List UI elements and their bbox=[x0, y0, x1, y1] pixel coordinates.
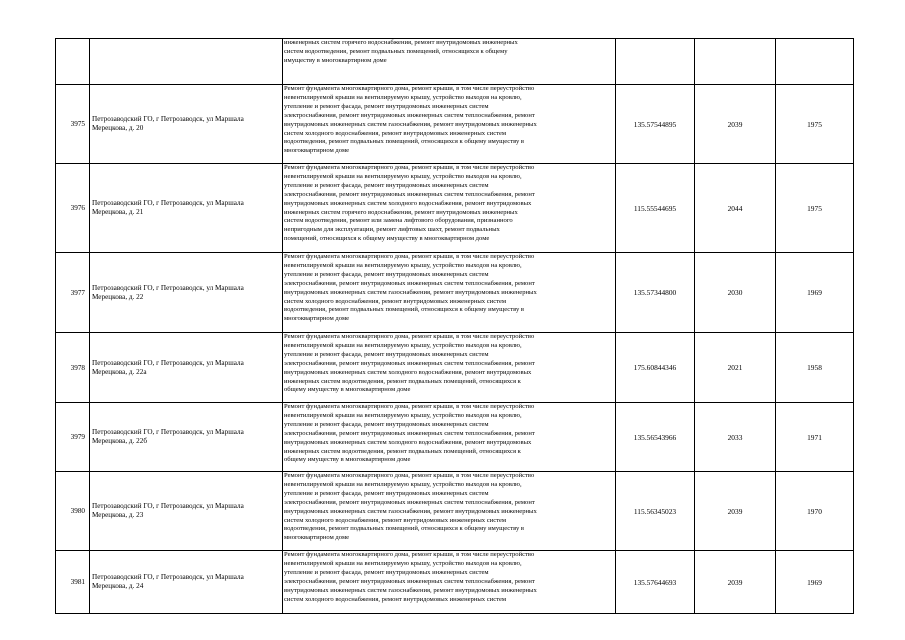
address-text: Петрозаводский ГО, г Петрозаводск, ул Маршала Мерецкова, д. 22 bbox=[92, 283, 244, 301]
address-text: Петрозаводский ГО, г Петрозаводск, ул Маршала Мерецкова, д. 21 bbox=[92, 199, 244, 216]
works-text: Ремонт фундамента многоквартирного дома, ремонт крыши, в том числе переустройство невентилируемой крыши на вентилируемую крышу, устройство выходов на кровлю, утепление и ремонт фасада, ремонт внутридомовых инженерных систем электроснабжения, ремонт внутридомовых инженерных систем теплоснабжения, ремонт внутридомовых инженерных систем холодного водоснабжения, ремонт внутридомовых инженерных систем горячего водоснабжения, ремонт внутридомовых инженерных систем водоотведения, ремонт или замена лифтового оборудования, признанного непригодным для эксплуатации, ремонт лифтовых шахт, ремонт подвальных помещений, относящихся к общему имуществу в многоквартирном доме bbox=[284, 164, 535, 243]
address-text: Петрозаводский ГО, г Петрозаводск, ул Маршала Мерецкова, д. 23 bbox=[92, 502, 244, 519]
works-cell bbox=[283, 39, 616, 85]
works-text: Ремонт фундамента многоквартирного дома, ремонт крыши, в том числе переустройство невентилируемой крыши на вентилируемую крышу, устройство выходов на кровлю, утепление и ремонт фасада, ремонт внутридомовых инженерных систем электроснабжения, ремонт внутридомовых инженерных систем теплоснабжения, ремонт внутридомовых инженерных систем газоснабжения, ремонт внутридомовых инженерных систем холодного водоснабжения, ремонт внутридомовых инженерных систем водоотведения, ремонт подвальных помещений, относящихся к общему имуществу в многоквартирном доме bbox=[284, 85, 537, 155]
area-cell: 135.57644693 bbox=[616, 551, 695, 614]
works-cell bbox=[283, 253, 616, 333]
table-row bbox=[56, 551, 854, 614]
row-number: 3975 bbox=[56, 85, 90, 164]
address-text: Петрозаводский ГО, г Петрозаводск, ул Маршала Мерецкова, д. 20 bbox=[92, 115, 244, 132]
table-row bbox=[56, 85, 854, 164]
table-row bbox=[56, 333, 854, 403]
planned-year-cell: 2039 bbox=[695, 472, 776, 551]
built-year-cell: 1958 bbox=[776, 333, 854, 403]
row-number: 3980 bbox=[56, 472, 90, 551]
area-cell: 135.56543966 bbox=[616, 403, 695, 472]
address-text: Петрозаводский ГО, г Петрозаводск, ул Маршала Мерецкова, д. 22а bbox=[92, 358, 244, 376]
planned-year-cell: 2033 bbox=[695, 403, 776, 472]
row-number bbox=[56, 39, 90, 85]
row-number: 3978 bbox=[56, 333, 90, 403]
works-cell bbox=[283, 85, 616, 164]
works-cell bbox=[283, 403, 616, 472]
works-cell bbox=[283, 551, 616, 614]
works-text: Ремонт фундамента многоквартирного дома, ремонт крыши, в том числе переустройство невентилируемой крыши на вентилируемую крышу, устройство выходов на кровлю, утепление и ремонт фасада, ремонт внутридомовых инженерных систем электроснабжения, ремонт внутридомовых инженерных систем теплоснабжения, ремонт внутридомовых инженерных систем холодного водоснабжения, ремонт внутридомовых инженерных систем водоотведения, ремонт подвальных помещений, относящихся к общему имуществу в многоквартирном доме bbox=[284, 403, 535, 464]
planned-year-cell: 2021 bbox=[695, 333, 776, 403]
row-number: 3977 bbox=[56, 253, 90, 333]
planned-year-cell: 2039 bbox=[695, 551, 776, 614]
address-cell bbox=[90, 472, 283, 551]
built-year-cell: 1971 bbox=[776, 403, 854, 472]
housing-repair-table bbox=[55, 38, 854, 614]
area-cell: 135.57344800 bbox=[616, 253, 695, 333]
row-number: 3981 bbox=[56, 551, 90, 614]
planned-year-cell: 2044 bbox=[695, 164, 776, 253]
area-cell bbox=[616, 39, 695, 85]
works-cell bbox=[283, 472, 616, 551]
built-year-cell: 1970 bbox=[776, 472, 854, 551]
works-text: Ремонт фундамента многоквартирного дома, ремонт крыши, в том числе переустройство невентилируемой крыши на вентилируемую крышу, устройство выходов на кровлю, утепление и ремонт фасада, ремонт внутридомовых инженерных систем электроснабжения, ремонт внутридомовых инженерных систем теплоснабжения, ремонт внутридомовых инженерных систем холодного водоснабжения, ремонт внутридомовых инженерных систем водоотведения, ремонт подвальных помещений, относящихся к общему имуществу в многоквартирном доме bbox=[284, 333, 535, 394]
table-row bbox=[56, 164, 854, 253]
area-cell: 135.57544895 bbox=[616, 85, 695, 164]
planned-year-cell: 2030 bbox=[695, 253, 776, 333]
address-text: Петрозаводский ГО, г Петрозаводск, ул Маршала Мерецкова, д. 24 bbox=[92, 573, 244, 590]
planned-year-cell bbox=[695, 39, 776, 85]
area-cell: 175.60844346 bbox=[616, 333, 695, 403]
area-cell: 115.56345023 bbox=[616, 472, 695, 551]
works-text: Ремонт фундамента многоквартирного дома, ремонт крыши, в том числе переустройство невентилируемой крыши на вентилируемую крышу, устройство выходов на кровлю, утепление и ремонт фасада, ремонт внутридомовых инженерных систем электроснабжения, ремонт внутридомовых инженерных систем теплоснабжения, ремонт внутридомовых инженерных систем газоснабжения, ремонт внутридомовых инженерных систем холодного водоснабжения, ремонт внутридомовых инженерных систем водоотведения, ремонт подвальных помещений, относящихся к общему имуществу в многоквартирном доме bbox=[284, 253, 537, 323]
area-cell: 115.55544695 bbox=[616, 164, 695, 253]
address-cell bbox=[90, 551, 283, 614]
built-year-cell: 1975 bbox=[776, 164, 854, 253]
address-cell bbox=[90, 164, 283, 253]
built-year-cell bbox=[776, 39, 854, 85]
table-row bbox=[56, 403, 854, 472]
row-number: 3976 bbox=[56, 164, 90, 253]
address-text: Петрозаводский ГО, г Петрозаводск, ул Маршала Мерецкова, д. 22б bbox=[92, 428, 244, 445]
address-cell bbox=[90, 39, 283, 85]
built-year-cell: 1975 bbox=[776, 85, 854, 164]
table-row bbox=[56, 472, 854, 551]
works-cell bbox=[283, 333, 616, 403]
planned-year-cell: 2039 bbox=[695, 85, 776, 164]
works-text: Ремонт фундамента многоквартирного дома, ремонт крыши, в том числе переустройство невентилируемой крыши на вентилируемую крышу, устройство выходов на кровлю, утепление и ремонт фасада, ремонт внутридомовых инженерных систем электроснабжения, ремонт внутридомовых инженерных систем теплоснабжения, ремонт внутридомовых инженерных систем газоснабжения, ремонт внутридомовых инженерных систем холодного водоснабжения, ремонт внутридомовых инженерных систем bbox=[284, 551, 537, 603]
table-row bbox=[56, 39, 854, 85]
row-number: 3979 bbox=[56, 403, 90, 472]
address-cell bbox=[90, 253, 283, 333]
table-body bbox=[56, 39, 854, 614]
works-text: инженерных систем горячего водоснабжения, ремонт внутридомовых инженерных систем водоотведения, ремонт подвальных помещений, относящихся к общему имуществу в многоквартирном доме bbox=[284, 39, 518, 64]
address-cell bbox=[90, 85, 283, 164]
built-year-cell: 1969 bbox=[776, 253, 854, 333]
address-cell bbox=[90, 333, 283, 403]
table-row bbox=[56, 253, 854, 333]
works-text: Ремонт фундамента многоквартирного дома, ремонт крыши, в том числе переустройство невентилируемой крыши на вентилируемую крышу, устройство выходов на кровлю, утепление и ремонт фасада, ремонт внутридомовых инженерных систем электроснабжения, ремонт внутридомовых инженерных систем теплоснабжения, ремонт внутридомовых инженерных систем газоснабжения, ремонт внутридомовых инженерных систем холодного водоснабжения, ремонт внутридомовых инженерных систем водоотведения, ремонт подвальных помещений, относящихся к общему имуществу в многоквартирном доме bbox=[284, 472, 537, 542]
built-year-cell: 1969 bbox=[776, 551, 854, 614]
works-cell bbox=[283, 164, 616, 253]
address-cell bbox=[90, 403, 283, 472]
